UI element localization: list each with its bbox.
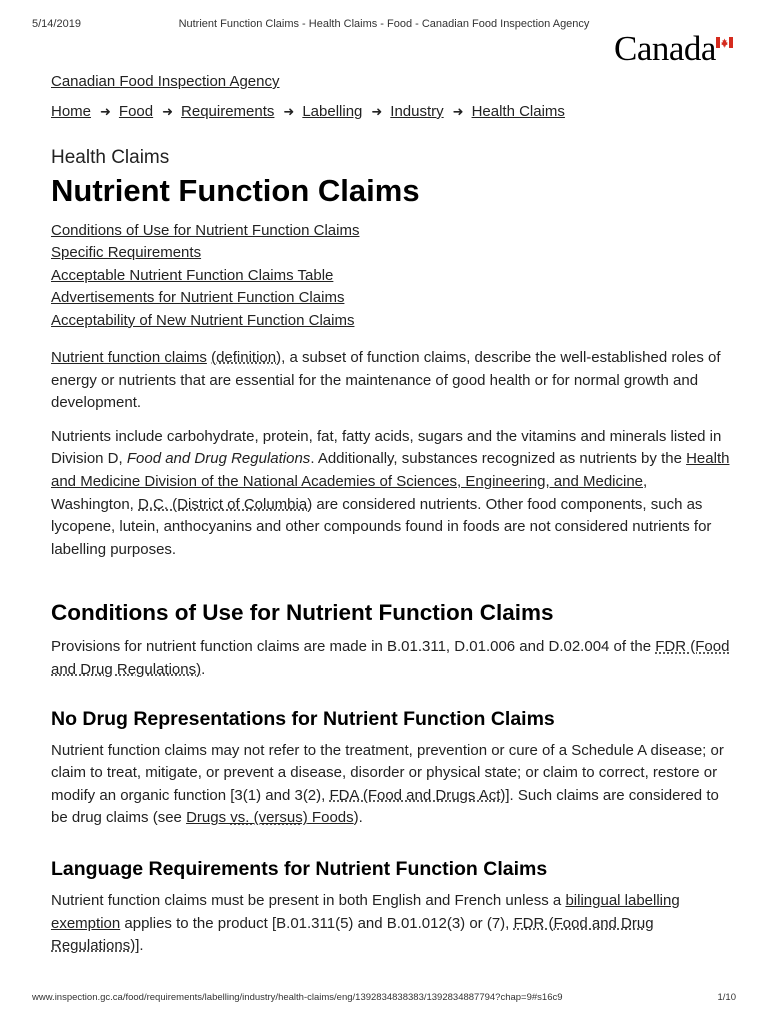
toc-link-specific-requirements[interactable]: Specific Requirements [51, 244, 202, 262]
agency-link[interactable] [51, 72, 731, 92]
arrow-right-icon: ➜ [162, 104, 174, 119]
breadcrumb-requirements[interactable]: Requirements [181, 103, 275, 120]
intro-paragraph [51, 347, 731, 415]
dc-abbreviation[interactable]: D.C. (District of Columbia) [138, 495, 313, 513]
agency-link-text[interactable]: Canadian Food Inspection Agency [51, 73, 280, 90]
print-url: www.inspection.gc.ca/food/requirements/labelling/industry/health-claims/eng/1392834838383/1392834887794?chap=9#s16c9 [32, 992, 563, 1003]
arrow-right-icon: ➜ [283, 104, 295, 119]
breadcrumb-labelling[interactable]: Labelling [302, 103, 363, 120]
toc-link-conditions-of-use[interactable]: Conditions of Use for Nutrient Function Claims [51, 222, 360, 239]
fdr-abbreviation[interactable]: FDR (Food and Drug Regulations) [51, 638, 730, 678]
definition-abbreviation[interactable]: (definition) [211, 349, 282, 367]
arrow-right-icon: ➜ [452, 104, 464, 119]
versus-abbreviation[interactable]: vs. (versus) [230, 809, 308, 827]
intro-text: , a subset of function claims, describe the well-established roles of energy or nutrients that are essential for the maintenance of good health or for normal growth and development. [51, 349, 721, 412]
breadcrumb-home[interactable]: Home [51, 103, 92, 120]
fdr-abbreviation-2[interactable]: FDR (Food and Drug Regulations) [51, 914, 654, 955]
national-academies-link[interactable]: Health and Medicine Division of the National Academies of Sciences, Engineering, and Medicine [51, 450, 730, 490]
drug-text-2: ]. Such claims are considered to be drug claims (see [51, 786, 719, 827]
drugs-vs-foods-link-post: Foods [307, 809, 354, 827]
drug-text-3: ). [353, 809, 363, 827]
section-heading-no-drug-representations: No Drug Representations for Nutrient Function Claims [51, 707, 555, 730]
drug-text-1: Nutrient function claims may not refer to the treatment, prevention or cure of a Schedule A disease; or claim to treat, mitigate, or prevent a disease, disorder or physical state; or claim to correct, restore or modify an organic function [3(1) and 3(2), [51, 741, 724, 804]
toc-link-advertisements[interactable]: Advertisements for Nutrient Function Claims [51, 289, 345, 307]
breadcrumb-health-claims[interactable]: Health Claims [471, 103, 565, 120]
provisions-text-1: Provisions for nutrient function claims are made in B.01.311, D.01.006 and D.02.004 of the [51, 638, 656, 656]
section-heading-language-requirements: Language Requirements for Nutrient Function Claims [51, 857, 548, 880]
page-eyebrow: Health Claims [51, 147, 170, 168]
nutrient-function-claims-link[interactable]: Nutrient function claims [51, 349, 207, 367]
language-requirements-paragraph [51, 890, 731, 958]
print-page-title: Nutrient Function Claims - Health Claims - Food - Canadian Food Inspection Agency [178, 18, 590, 30]
nutrients-text-1: Nutrients include carbohydrate, protein, fat, fatty acids, sugars and the vitamins and minerals listed in Division D, [51, 427, 722, 468]
section-heading-conditions-of-use: Conditions of Use for Nutrient Function Claims [51, 600, 554, 626]
arrow-right-icon: ➜ [100, 104, 111, 119]
print-footer [32, 992, 736, 1006]
page-title: Nutrient Function Claims [51, 173, 420, 208]
nutrients-text-4: are considered nutrients. Other food components, such as lycopene, lutein, anthocyanins and other compounds found in foods are not considered nutrients for labelling purposes. [51, 495, 712, 558]
provisions-paragraph [51, 636, 731, 681]
print-date: 5/14/2019 [32, 18, 81, 30]
fdr-title: Food and Drug Regulations [126, 450, 311, 468]
canada-flag-icon [716, 37, 733, 48]
bilingual-labelling-exemption-link[interactable]: bilingual labelling exemption [51, 891, 680, 932]
language-text-3: ]. [135, 937, 144, 955]
language-text-1: Nutrient function claims must be present in both English and French unless a [51, 891, 566, 909]
fda-abbreviation[interactable]: FDA (Food and Drugs Act) [329, 786, 506, 804]
nutrients-text-2: . Additionally, substances recognized as nutrients by the [310, 450, 687, 468]
print-page-number: 1/10 [717, 992, 736, 1003]
toc-link-acceptability-new-claims[interactable]: Acceptability of New Nutrient Function Claims [51, 311, 355, 329]
arrow-right-icon: ➜ [371, 104, 383, 119]
nutrients-paragraph [51, 426, 731, 562]
nutrients-text-3: , Washington, [51, 473, 648, 513]
drugs-vs-foods-link-pre: Drugs [186, 809, 231, 827]
table-of-contents [51, 220, 731, 332]
canada-wordmark-text: Canada [614, 29, 716, 68]
main-content [51, 72, 731, 958]
drugs-vs-foods-link[interactable] [186, 809, 354, 826]
provisions-text-2: . [201, 660, 206, 678]
breadcrumb [51, 102, 731, 122]
breadcrumb-industry[interactable]: Industry [390, 103, 444, 120]
language-text-2: applies to the product [B.01.311(5) and B.01.012(3) or (7), [120, 914, 514, 932]
breadcrumb-food[interactable]: Food [118, 103, 154, 120]
canada-wordmark[interactable] [614, 29, 736, 71]
drug-representations-paragraph [51, 740, 731, 830]
toc-link-acceptable-claims-table[interactable]: Acceptable Nutrient Function Claims Table [51, 266, 334, 284]
